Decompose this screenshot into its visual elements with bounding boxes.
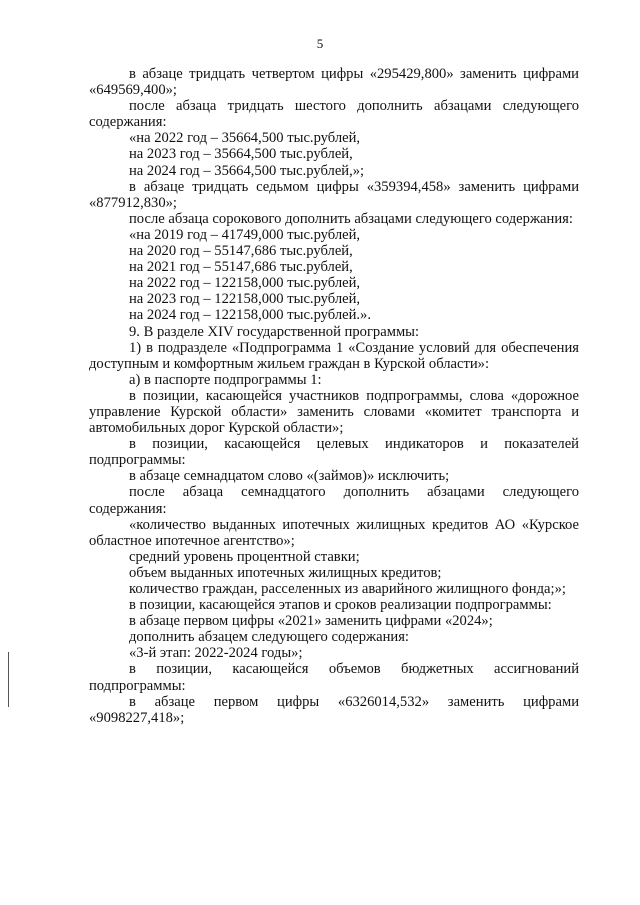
paragraph: объем выданных ипотечных жилищных кредитов; <box>129 564 442 581</box>
paragraph: количество граждан, расселенных из аварийного жилищного фонда;»; <box>129 581 566 597</box>
paragraph: 1) в подразделе «Подпрограмма 1 «Создание условий для обеспечения доступным и комфортным жильем граждан в Курской области»: <box>89 339 579 372</box>
paragraph: «на 2022 год – 35664,500 тыс.рублей, <box>129 130 361 147</box>
paragraph: на 2022 год – 122158,000 тыс.рублей, <box>129 275 361 292</box>
paragraph: в абзаце семнадцатом слово «(займов)» исключить; <box>129 468 450 485</box>
paragraph: после абзаца семнадцатого дополнить абзацами следующего содержания: <box>89 484 579 517</box>
paragraph: на 2020 год – 55147,686 тыс.рублей, <box>129 243 353 260</box>
paragraph: средний уровень процентной ставки; <box>129 548 360 565</box>
paragraph: после абзаца тридцать шестого дополнить абзацами следующего содержания: <box>89 98 579 131</box>
paragraph: на 2023 год – 35664,500 тыс.рублей, <box>129 146 353 163</box>
paragraph: на 2023 год – 122158,000 тыс.рублей, <box>129 291 361 308</box>
document-body <box>89 66 579 726</box>
paragraph: на 2021 год – 55147,686 тыс.рублей, <box>129 259 353 276</box>
paragraph: в позиции, касающейся участников подпрограммы, слова «дорожное управление Курской области» заменить словами «комитет транспорта и автомобильных дорог Курской области»; <box>89 387 579 437</box>
paragraph: в позиции, касающейся объемов бюджетных ассигнований подпрограммы: <box>89 661 579 694</box>
paragraph: в абзаце первом цифры «6326014,532» заменить цифрами «9098227,418»; <box>89 693 579 726</box>
paragraph: 9. В разделе XIV государственной программы: <box>129 323 420 340</box>
paragraph: дополнить абзацем следующего содержания: <box>129 629 409 646</box>
paragraph: «количество выданных ипотечных жилищных кредитов АО «Курское областное ипотечное агентство»; <box>89 516 579 549</box>
paragraph: в абзаце тридцать четвертом цифры «295429,800» заменить цифрами «649569,400»; <box>89 66 579 99</box>
paragraph: в позиции, касающейся целевых индикаторов и показателей подпрограммы: <box>89 436 579 469</box>
paragraph: на 2024 год – 35664,500 тыс.рублей,»; <box>129 162 365 179</box>
paragraph: в абзаце тридцать седьмом цифры «359394,458» заменить цифрами «877912,830»; <box>89 178 579 211</box>
paragraph: в абзаце первом цифры «2021» заменить цифрами «2024»; <box>129 613 493 630</box>
paragraph: в позиции, касающейся этапов и сроков реализации подпрограммы: <box>129 597 552 614</box>
paragraph: «3-й этап: 2022-2024 годы»; <box>129 645 303 662</box>
page-number: 5 <box>316 36 324 51</box>
paragraph: а) в паспорте подпрограммы 1: <box>129 371 322 388</box>
paragraph: после абзаца сорокового дополнить абзацами следующего содержания: <box>129 210 573 227</box>
paragraph: на 2024 год – 122158,000 тыс.рублей.». <box>129 307 372 324</box>
paragraph: «на 2019 год – 41749,000 тыс.рублей, <box>129 226 361 243</box>
margin-mark <box>8 652 9 707</box>
